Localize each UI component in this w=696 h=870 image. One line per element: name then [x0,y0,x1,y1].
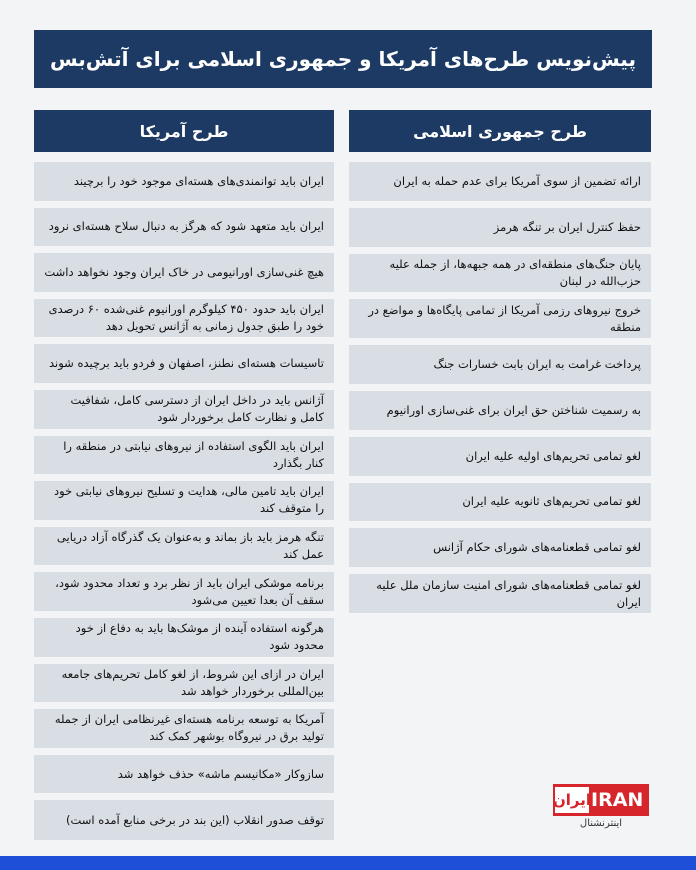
us-plan-item: هیچ غنی‌سازی اورانیومی در خاک ایران وجود نخواهد داشت [34,253,334,292]
iran-international-logo [553,784,649,834]
ir-plan-item: به رسمیت شناختن حق ایران برای غنی‌سازی اورانیوم [349,391,651,430]
ir-plan-item: پایان جنگ‌های منطقه‌ای در همه جبهه‌ها، از جمله علیه حزب‌الله در لبنان [349,254,651,293]
logo-box [553,784,649,816]
ir-plan-item: پرداخت غرامت به ایران بابت خسارات جنگ [349,345,651,384]
us-plan-item: ایران باید تامین مالی، هدایت و تسلیح نیروهای نیابتی خود را متوقف کند [34,481,334,520]
us-plan-item: ایران باید متعهد شود که هرگز به دنبال سلاح هسته‌ای نرود [34,208,334,247]
logo-fa-text: ایران [555,787,589,813]
us-plan-item: ایران در ازای این شروط، از لغو کامل تحریم‌های جامعه بین‌المللی برخوردار خواهد شد [34,664,334,703]
logo-subtitle: اینترنشنال [579,818,623,829]
page-title: پیش‌نویس طرح‌های آمریکا و جمهوری اسلامی برای آتش‌بس [34,30,652,88]
us-plan-item: تاسیسات هسته‌ای نطنز، اصفهان و فردو باید برچیده شوند [34,344,334,383]
ir-plan-item: لغو تمامی قطعنامه‌های شورای حکام آژانس [349,528,651,567]
ir-plan-item: حفظ کنترل ایران بر تنگه هرمز [349,208,651,247]
us-plan-item: آژانس باید در داخل ایران از دسترسی کامل، شفافیت کامل و نظارت کامل برخوردار شود [34,390,334,429]
us-plan-column [34,162,334,840]
ir-plan-item: لغو تمامی قطعنامه‌های شورای امنیت سازمان ملل علیه ایران [349,574,651,613]
us-plan-item: هرگونه استفاده آینده از موشک‌ها باید به دفاع از خود محدود شود [34,618,334,657]
ir-plan-item: خروج نیروهای رزمی آمریکا از تمامی پایگاه‌ها و مواضع در منطقه [349,299,651,338]
us-plan-item: برنامه موشکی ایران باید از نظر برد و تعداد محدود شود، سقف آن بعدا تعیین می‌شود [34,572,334,611]
us-plan-item: تنگه هرمز باید باز بماند و به‌عنوان یک گذرگاه آزاد دریایی عمل کند [34,527,334,566]
ir-plan-item: لغو تمامی تحریم‌های ثانویه علیه ایران [349,483,651,522]
us-plan-item: سازوکار «مکانیسم ماشه» حذف خواهد شد [34,755,334,794]
ir-plan-header: طرح جمهوری اسلامی [349,110,651,152]
us-plan-item: ایران باید الگوی استفاده از نیروهای نیابتی در منطقه را کنار بگذارد [34,436,334,475]
us-plan-item: ایران باید حدود ۴۵۰ کیلوگرم اورانیوم غنی‌شده ۶۰ درصدی خود را طبق جدول زمانی به آژانس تحویل دهد [34,299,334,338]
ir-plan-item: لغو تمامی تحریم‌های اولیه علیه ایران [349,437,651,476]
us-plan-item: آمریکا به توسعه برنامه هسته‌ای غیرنظامی ایران از جمله تولید برق در نیروگاه بوشهر کمک کند [34,709,334,748]
us-plan-header: طرح آمریکا [34,110,334,152]
ir-plan-column [349,162,651,613]
us-plan-item: توقف صدور انقلاب (این بند در برخی منابع آمده است) [34,800,334,840]
us-plan-item: ایران باید توانمندی‌های هسته‌ای موجود خود را برچیند [34,162,334,201]
ir-plan-item: ارائه تضمین از سوی آمریکا برای عدم حمله به ایران [349,162,651,201]
bottom-bar [0,856,696,870]
logo-en-text: IRAN [591,789,644,811]
